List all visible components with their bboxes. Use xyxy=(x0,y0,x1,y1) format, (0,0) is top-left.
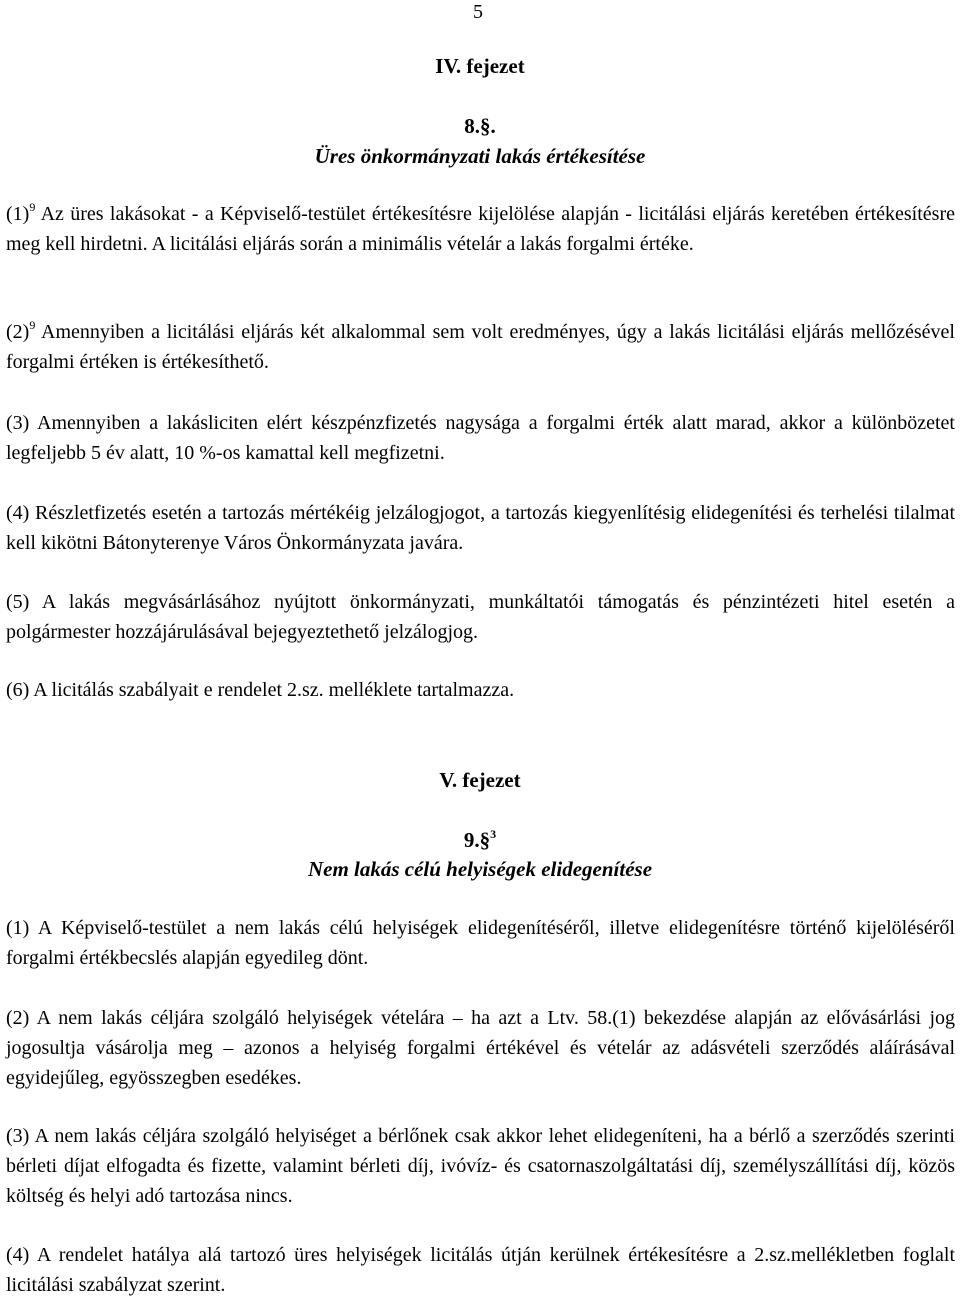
paragraph: (5) A lakás megvásárlásához nyújtott önkormányzati, munkáltatói támogatás és pénzintézeti hitel esetén a polgármester hozzájárulásával bejegyeztethető jelzálogjog. xyxy=(6,591,955,643)
paragraph: (2) A nem lakás céljára szolgáló helyiségek vételára – ha azt a Ltv. 58.(1) bekezdése alapján az elővásárlási jog jogosultja vásárolja meg – azonos a helyiség forgalmi értékével és vételár az adásvételi szerződés aláírásával egyidejűleg, egyösszegben esedékes. xyxy=(6,1007,955,1089)
footnote-reference: 9 xyxy=(29,200,36,214)
section-number: 8.§. xyxy=(464,114,496,138)
paragraph: (1) A Képviselő-testület a nem lakás célú helyiségek elidegenítéséről, illetve elidegenítésre történő kijelöléséről forgalmi értékbecslés alapján egyedileg dönt. xyxy=(6,917,955,969)
paragraph-number: (2) xyxy=(6,321,30,343)
paragraph: (6) A licitálás szabályait e rendelet 2.sz. melléklete tartalmazza. xyxy=(6,679,515,701)
section-number xyxy=(0,826,960,854)
paragraph xyxy=(6,317,955,377)
page-number: 5 xyxy=(473,1,483,23)
paragraph: (4) Részletfizetés esetén a tartozás mértékéig jelzálogjogot, a tartozás kiegyenlítésig elidegenítési és terhelési tilalmat kell kikötni Bátonyterenye Város Önkormányzata javára. xyxy=(6,502,955,554)
chapter-title: V. fejezet xyxy=(439,768,521,792)
paragraph-number: (1) xyxy=(6,203,30,225)
paragraph: (3) Amennyiben a lakásliciten elért készpénzfizetés nagysága a forgalmi érték alatt marad, akkor a különbözetet legfeljebb 5 év alatt, 10 %-os kamattal kell megfizetni. xyxy=(6,412,955,464)
section-title: Üres önkormányzati lakás értékesítése xyxy=(314,144,646,168)
paragraph-text: Amennyiben a licitálási eljárás két alkalommal sem volt eredményes, úgy a lakás licitálási eljárás mellőzésével forgalmi értéken is értékesíthető. xyxy=(6,321,955,373)
footnote-reference: 9 xyxy=(29,318,36,332)
chapter-title: IV. fejezet xyxy=(435,54,525,78)
footnote-reference: 3 xyxy=(490,827,497,841)
paragraph: (3) A nem lakás céljára szolgáló helyiséget a bérlőnek csak akkor lehet elidegeníteni, ha a bérlő a szerződés szerinti bérleti díjat elfogadta és fizette, valamint bérleti díj, ivóvíz- és csatornaszolgáltatási díj, személyszállítási díj, közös költség és helyi adó tartozása nincs. xyxy=(6,1125,955,1207)
paragraph-text: Az üres lakásokat - a Képviselő-testület értékesítésre kijelölése alapján - licitálási eljárás keretében értékesítésre meg kell hirdetni. A licitálási eljárás során a minimális vételár a lakás forgalmi értéke. xyxy=(6,203,955,255)
paragraph xyxy=(6,199,955,259)
section-number-text: 9.§ xyxy=(463,828,491,852)
section-title: Nem lakás célú helyiségek elidegenítése xyxy=(307,857,653,881)
paragraph: (4) A rendelet hatálya alá tartozó üres helyiségek licitálás útján kerülnek értékesítésre a 2.sz.mellékletben foglalt licitálási szabályzat szerint. xyxy=(6,1244,955,1296)
